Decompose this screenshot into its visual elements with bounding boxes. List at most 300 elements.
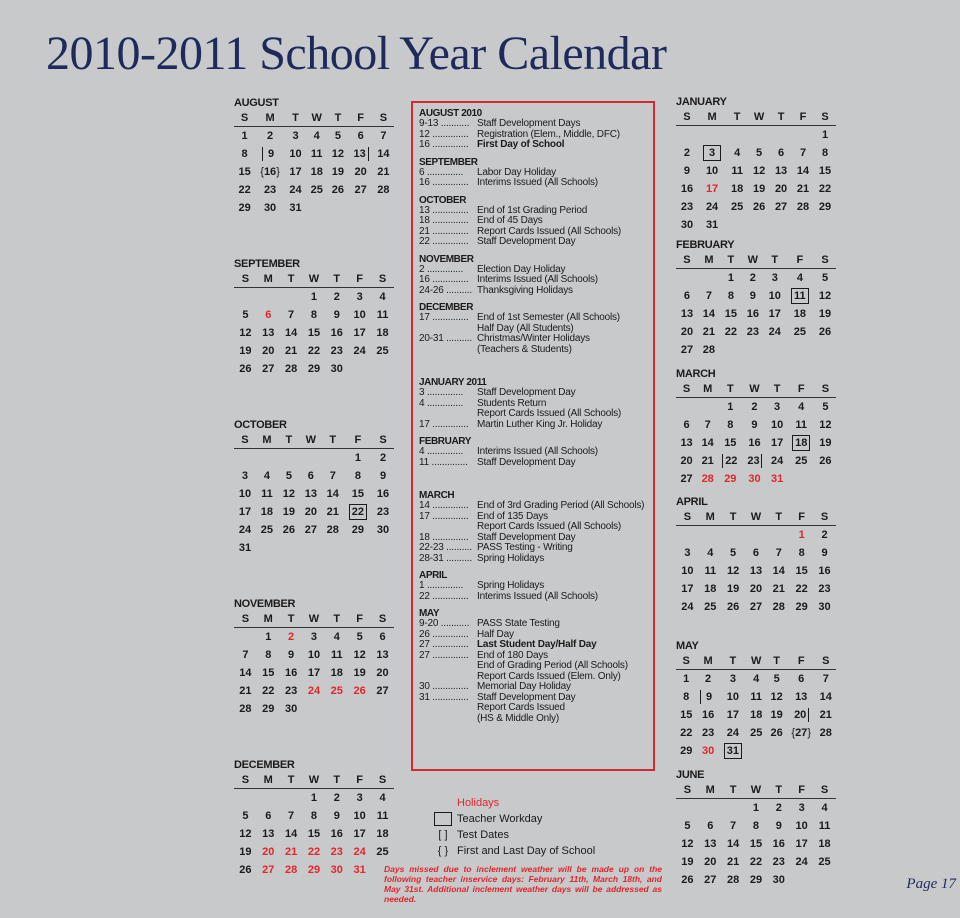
event-text: Spring Holidays: [477, 552, 545, 564]
week-row: [676, 817, 836, 835]
day-number: 14: [239, 667, 252, 679]
event-date: 16 ..............: [419, 139, 469, 150]
day-cell: [699, 598, 722, 616]
day-number: 8: [821, 147, 829, 159]
day-number: 12: [818, 290, 832, 302]
week-row: [676, 853, 836, 871]
event-item: [419, 140, 647, 151]
weekday-header: T: [327, 110, 348, 127]
event-text: End of Grading Period (All Schools): [477, 660, 628, 671]
day-number: 3: [771, 272, 778, 284]
day-cell: [764, 323, 786, 341]
weekday-header: W: [745, 509, 768, 526]
day-number: 4: [263, 470, 270, 482]
week-row: [676, 526, 836, 545]
day-number: 3: [356, 792, 363, 804]
event-item: [419, 178, 647, 189]
day-number: 7: [822, 673, 829, 685]
week-row: [676, 269, 836, 288]
day-cell: [767, 398, 788, 417]
month-name: SEPTEMBER: [234, 258, 300, 270]
weekday-header: W: [303, 772, 326, 789]
day-cell: [767, 544, 790, 562]
day-number: 9: [288, 649, 295, 661]
week-row: [676, 144, 836, 162]
day-number: 22: [680, 727, 693, 739]
day-number: 18: [330, 667, 343, 679]
day-number: 29: [724, 473, 737, 485]
day-number: 18: [731, 183, 744, 195]
day-cell: [349, 145, 373, 163]
day-number: 11: [261, 488, 273, 500]
day-number: 11: [310, 148, 323, 160]
day-number: 24: [705, 201, 719, 213]
day-cell: [256, 449, 278, 468]
event-date: 12 ..............: [419, 128, 469, 140]
event-text: First Day of School: [477, 139, 565, 150]
day-cell: [325, 360, 348, 378]
event-text: End of 180 Days: [477, 649, 548, 661]
month-october: [234, 418, 394, 557]
day-cell: [814, 198, 836, 216]
day-cell: [698, 305, 720, 323]
day-number: 30: [376, 524, 390, 536]
event-item: [419, 313, 647, 324]
day-cell: [325, 628, 348, 647]
day-cell: [697, 398, 718, 417]
week-row: [234, 342, 394, 360]
day-cell: [234, 807, 257, 825]
day-cell: [348, 646, 371, 664]
event-item: [419, 334, 647, 345]
day-number: 10: [353, 309, 366, 321]
week-row: [676, 162, 836, 180]
day-number: 6: [265, 810, 272, 822]
event-month-heading: AUGUST 2010: [419, 108, 482, 119]
day-number: 18: [310, 166, 323, 178]
month-grid: [234, 772, 394, 879]
day-cell: [676, 742, 696, 760]
week-row: [234, 861, 394, 879]
month-name: NOVEMBER: [234, 598, 296, 610]
week-row: [676, 670, 836, 689]
day-number: 6: [778, 147, 785, 159]
event-date: [419, 409, 477, 420]
day-cell: [813, 598, 836, 616]
day-cell: [788, 416, 815, 434]
day-cell: [722, 526, 745, 545]
month-august: [234, 96, 394, 217]
day-cell: [745, 526, 768, 545]
week-row: [234, 288, 394, 307]
day-cell: [234, 360, 257, 378]
day-cell: [373, 199, 394, 217]
day-cell: [255, 145, 285, 163]
event-text: Interims Issued (All Schools): [477, 274, 598, 285]
event-section: [419, 490, 647, 564]
event-text: End of 1st Grading Period: [477, 204, 588, 216]
day-cell: [234, 181, 255, 199]
day-cell: [787, 688, 816, 706]
event-text: End of 135 Days: [477, 510, 548, 522]
day-cell: [371, 628, 394, 647]
event-month-heading: MARCH: [419, 490, 455, 501]
month-february: [676, 238, 836, 359]
day-number: 6: [379, 631, 386, 643]
weekday-header: W: [746, 653, 766, 670]
day-cell: [371, 825, 394, 843]
event-item: [419, 420, 647, 431]
day-number: 20: [774, 183, 788, 195]
day-number: 23: [284, 685, 298, 697]
day-cell: [814, 144, 836, 162]
day-cell: [676, 398, 697, 417]
weekday-header: T: [770, 109, 792, 126]
event-date: 17 ..............: [419, 418, 469, 430]
day-cell: [786, 305, 814, 323]
day-number: 16: [680, 183, 694, 195]
day-number: 29: [680, 745, 693, 757]
weekday-header: M: [699, 782, 722, 799]
day-number: 5: [242, 309, 249, 321]
day-cell: [348, 700, 371, 718]
day-number: 10: [681, 565, 694, 577]
day-number: 12: [752, 165, 766, 177]
day-cell: [770, 162, 792, 180]
day-number: 24: [681, 601, 694, 613]
day-cell: [280, 360, 303, 378]
month-name: OCTOBER: [234, 419, 287, 431]
day-number: 20: [680, 455, 693, 467]
day-number: 25: [376, 846, 389, 858]
day-number: 4: [313, 130, 320, 142]
day-cell: [722, 580, 745, 598]
event-date: 22 ..............: [419, 236, 469, 247]
day-cell: [699, 853, 722, 871]
month-january: [676, 95, 836, 234]
page-number: Page 17: [906, 876, 956, 892]
day-cell: [325, 664, 348, 682]
day-number: 3: [356, 291, 363, 303]
day-cell: [234, 825, 257, 843]
day-cell: [303, 628, 326, 647]
day-cell: [256, 485, 278, 503]
day-cell: [726, 162, 748, 180]
month-grid: [676, 782, 836, 889]
day-cell: [816, 706, 836, 724]
day-cell: [792, 216, 814, 234]
week-row: [676, 724, 836, 742]
day-number: 13: [262, 828, 275, 840]
day-cell: [770, 180, 792, 198]
day-number: 28: [326, 524, 339, 536]
day-number: 7: [730, 820, 737, 832]
day-cell: [748, 198, 770, 216]
day-cell: [372, 485, 394, 503]
day-number: 22: [722, 454, 738, 468]
day-cell: [720, 305, 742, 323]
day-number: 10: [768, 290, 781, 302]
day-cell: [257, 360, 280, 378]
day-cell: [306, 199, 327, 217]
day-number: 13: [704, 838, 717, 850]
day-cell: [349, 199, 373, 217]
weekday-header: F: [790, 782, 813, 799]
day-cell: [325, 700, 348, 718]
weekday-header: F: [792, 109, 814, 126]
weekday-header: T: [720, 252, 742, 269]
event-date: 30 ..............: [419, 681, 469, 692]
month-june: [676, 768, 836, 889]
day-cell: [325, 288, 348, 307]
day-cell: [676, 817, 699, 835]
day-number: 17: [353, 828, 366, 840]
day-number: 4: [821, 802, 828, 814]
event-text: PASS Testing - Writing: [477, 542, 573, 553]
day-cell: [698, 216, 726, 234]
day-cell: [348, 843, 371, 861]
day-cell: [699, 526, 722, 545]
day-number: 20: [262, 846, 275, 858]
day-cell: [813, 799, 836, 818]
day-number: 1: [798, 529, 805, 541]
day-cell: [745, 835, 768, 853]
day-cell: [371, 682, 394, 700]
day-cell: [767, 817, 790, 835]
event-date: 3 ..............: [419, 387, 464, 398]
day-cell: [790, 562, 813, 580]
day-cell: [278, 485, 300, 503]
day-cell: [306, 181, 327, 199]
day-number: 1: [354, 452, 361, 464]
day-cell: [792, 162, 814, 180]
day-number: 1: [310, 792, 318, 804]
week-row: [234, 843, 394, 861]
day-number: 14: [819, 691, 832, 703]
day-number: 26: [818, 326, 832, 338]
event-text: Christmas/Winter Holidays: [477, 333, 590, 344]
event-date: 9-13 ...........: [419, 118, 470, 129]
day-cell: [344, 503, 372, 521]
day-cell: [814, 180, 836, 198]
day-number: 7: [329, 470, 336, 482]
weekday-header: T: [285, 110, 306, 127]
day-cell: [327, 181, 348, 199]
day-cell: [303, 664, 326, 682]
month-name: JUNE: [676, 769, 705, 781]
day-cell: [815, 434, 836, 452]
day-cell: [790, 799, 813, 818]
day-cell: [234, 789, 257, 808]
event-text: Report Cards Issued (All Schools): [477, 521, 622, 532]
day-cell: [300, 521, 322, 539]
day-cell: [676, 180, 698, 198]
event-item: [419, 216, 647, 227]
day-number: 8: [310, 309, 318, 321]
day-cell: [748, 126, 770, 145]
day-cell: [787, 724, 816, 742]
event-month-heading: JANUARY 2011: [419, 377, 487, 388]
day-cell: [257, 700, 280, 718]
day-cell: [722, 853, 745, 871]
day-cell: [814, 287, 836, 305]
week-row: [676, 688, 836, 706]
day-cell: [720, 269, 742, 288]
day-number: 19: [819, 437, 832, 449]
day-cell: [697, 470, 718, 488]
month-grid: [676, 653, 836, 760]
day-number: 28: [284, 363, 298, 375]
weekday-header: F: [788, 381, 815, 398]
event-item: [419, 682, 647, 693]
event-date: 16 ..............: [419, 177, 469, 188]
week-row: [234, 467, 394, 485]
day-number: 13: [262, 327, 275, 339]
day-cell: [676, 434, 697, 452]
day-number: 3: [798, 802, 805, 814]
day-number: 16: [746, 308, 759, 320]
day-cell: [325, 807, 348, 825]
month-grid: [234, 110, 394, 217]
day-cell: [278, 539, 300, 557]
day-number: 26: [282, 524, 295, 536]
weekday-header: S: [676, 509, 699, 526]
month-name: AUGUST: [234, 97, 279, 109]
day-cell: [698, 269, 720, 288]
month-grid: [676, 381, 836, 488]
day-cell: [285, 127, 306, 146]
day-number: 26: [353, 685, 366, 697]
week-row: [676, 452, 836, 470]
day-number: 22: [818, 183, 832, 195]
day-number: 30: [701, 745, 715, 757]
day-cell: [300, 449, 322, 468]
day-number: 11: [704, 565, 717, 577]
day-number: 14: [284, 828, 298, 840]
event-item: [419, 458, 647, 469]
day-cell: [787, 670, 816, 689]
day-number: 15: [351, 488, 364, 500]
day-cell: [257, 825, 280, 843]
day-cell: [322, 539, 344, 557]
day-cell: [816, 742, 836, 760]
event-text: End of 3rd Grading Period (All Schools): [477, 500, 645, 511]
week-row: [234, 449, 394, 468]
legend-teacher-workday: [433, 811, 595, 827]
legend-first-last-day: [433, 843, 595, 859]
month-may: [676, 639, 836, 760]
weekday-header: T: [280, 271, 303, 288]
day-number: 15: [262, 667, 275, 679]
day-cell: [349, 181, 373, 199]
weekday-header: T: [720, 653, 746, 670]
day-cell: [303, 288, 326, 307]
day-cell: [303, 682, 326, 700]
day-cell: [814, 341, 836, 359]
day-number: 2: [821, 529, 828, 541]
day-cell: [742, 416, 766, 434]
day-cell: [767, 598, 790, 616]
day-cell: [300, 485, 322, 503]
event-item: [419, 554, 647, 565]
day-number: 23: [772, 856, 785, 868]
event-item: [419, 703, 647, 714]
day-number: 15: [307, 327, 321, 339]
day-cell: [699, 562, 722, 580]
day-cell: [696, 688, 719, 706]
day-number: 15: [307, 828, 321, 840]
week-row: [676, 598, 836, 616]
day-cell: [257, 843, 280, 861]
day-cell: [787, 742, 816, 760]
event-text: Students Return: [477, 397, 547, 409]
day-number: 26: [331, 184, 345, 196]
week-row: [676, 198, 836, 216]
day-cell: [303, 306, 326, 324]
day-cell: [720, 724, 746, 742]
day-cell: [257, 342, 280, 360]
weekday-header: M: [698, 252, 720, 269]
day-number: 17: [238, 506, 252, 518]
page-title: 2010-2011 School Year Calendar: [46, 27, 667, 80]
day-number: 15: [795, 565, 808, 577]
day-number: 13: [774, 165, 788, 177]
day-number: 6: [683, 290, 691, 302]
week-row: [676, 835, 836, 853]
event-text: Staff Development Day: [477, 236, 576, 247]
day-number: 28: [701, 473, 714, 485]
day-number: 29: [262, 703, 275, 715]
day-cell: [303, 700, 326, 718]
day-number: 10: [770, 419, 784, 431]
event-text: Staff Development Days: [477, 118, 581, 129]
day-number: 28: [377, 184, 390, 196]
day-cell: [676, 544, 699, 562]
day-number: 26: [819, 455, 832, 467]
day-cell: [322, 449, 344, 468]
day-cell: [786, 269, 814, 288]
day-number: 11: [750, 691, 763, 703]
week-row: [676, 742, 836, 760]
event-text: Report Cards Issued (All Schools): [477, 225, 622, 237]
event-item: [419, 388, 647, 399]
day-number: 4: [707, 547, 714, 559]
day-number: 2: [775, 802, 782, 814]
day-cell: [348, 628, 371, 647]
day-number: 20: [680, 326, 694, 338]
event-section: [419, 302, 647, 355]
day-number: 17: [770, 437, 784, 449]
event-text: Staff Development Day: [477, 456, 576, 468]
day-number: 2: [749, 272, 756, 284]
day-number: 20: [749, 583, 763, 595]
day-cell: [257, 664, 280, 682]
event-date: 2 ..............: [419, 263, 464, 275]
day-cell: [698, 323, 720, 341]
day-number: 16: [376, 488, 390, 500]
day-number: 29: [818, 201, 832, 213]
event-text: Half Day (All Students): [477, 322, 574, 334]
month-grid: [234, 432, 394, 557]
weekday-header: W: [303, 611, 326, 628]
day-cell: [786, 341, 814, 359]
weekday-header: S: [234, 611, 257, 628]
day-number: 22: [262, 685, 275, 697]
day-cell: [813, 526, 836, 545]
day-number: 15: [749, 838, 763, 850]
day-number: 4: [333, 631, 340, 643]
day-cell: [746, 670, 766, 689]
